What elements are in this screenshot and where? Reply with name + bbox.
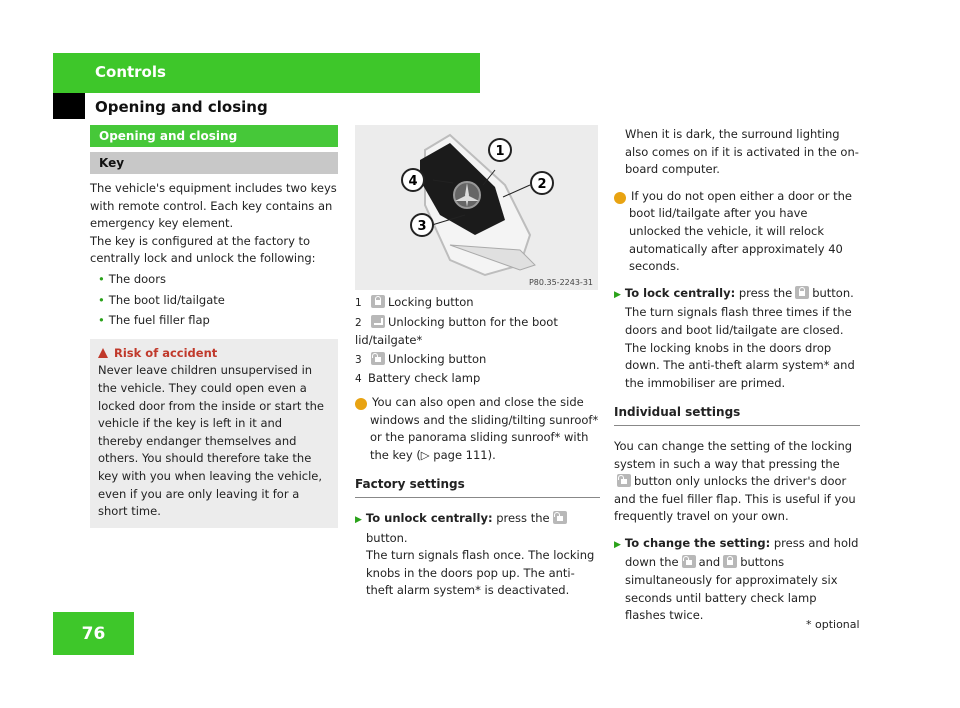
legend-item: 2 Unlocking button for the boot lid/tailgate* bbox=[355, 314, 558, 348]
unlock-icon bbox=[682, 555, 696, 568]
paragraph: You can change the setting of the locking system in such a way that pressing the button only unlocks the driver's door and the fuel filler flap. This is useful if you frequently travel on your own. bbox=[614, 438, 856, 524]
legend-item: 3 Unlocking button bbox=[355, 351, 487, 366]
warning-text: Never leave children unsupervised in the vehicle. They could open even a locked door from the inside or start the vehicle if the key is left in it and thereby endanger themselves and others. You should therefore take the key with you when leaving the vehicle, even if you are only leaving it for a short time. bbox=[98, 363, 324, 519]
section-title: Factory settings bbox=[355, 476, 600, 498]
list-item: • The doors bbox=[90, 271, 338, 289]
column-2 bbox=[351, 294, 600, 600]
callout-3: 3 bbox=[417, 219, 427, 234]
instruction-step: ▶ To lock centrally: press the button. bbox=[614, 285, 854, 300]
warning-box bbox=[90, 339, 338, 528]
info-icon: i bbox=[614, 192, 626, 204]
info-icon: i bbox=[355, 398, 367, 410]
warning-icon bbox=[98, 348, 108, 358]
warning-title: Risk of accident bbox=[114, 345, 218, 360]
list-item: • The fuel filler flap bbox=[90, 312, 338, 330]
header-marker bbox=[53, 93, 85, 119]
section-bar: Opening and closing bbox=[90, 125, 338, 147]
trunk-icon bbox=[371, 315, 385, 328]
page-number: 76 bbox=[53, 612, 134, 655]
paragraph: The vehicle's equipment includes two keys with remote control. Each key contains an emergency key element. bbox=[90, 181, 337, 231]
chapter-title: Controls bbox=[95, 63, 166, 81]
unlock-icon bbox=[617, 474, 631, 487]
chapter-tab bbox=[53, 53, 480, 93]
key-illustration bbox=[355, 125, 598, 290]
info-note: i If you do not open either a door or the boot lid/tailgate after you have unlocked the vehicle, it will relock automatically after approximately 40 seconds. bbox=[610, 188, 852, 274]
section-title: Individual settings bbox=[614, 404, 860, 426]
paragraph: The key is configured at the factory to centrally lock and unlock the following: bbox=[90, 233, 316, 266]
legend-item: 4 Battery check lamp bbox=[355, 371, 481, 386]
unlock-icon bbox=[553, 511, 567, 524]
lock-icon bbox=[795, 286, 809, 299]
instruction-step: ▶ To unlock centrally: press thebutton. bbox=[355, 510, 600, 547]
column-3 bbox=[610, 126, 860, 625]
list-item: • The boot lid/tailgate bbox=[90, 292, 338, 310]
callout-2: 2 bbox=[537, 177, 547, 192]
paragraph: When it is dark, the surround lighting also comes on if it is activated in the on-board computer. bbox=[625, 127, 859, 177]
lock-icon bbox=[723, 555, 737, 568]
step-detail: The turn signals flash three times if the doors and boot lid/tailgate are closed. The locking knobs in the doors drop down. The anti-theft alarm system* and the immobiliser are primed. bbox=[625, 305, 855, 390]
arrow-icon: ▶ bbox=[614, 539, 621, 550]
arrow-icon: ▶ bbox=[355, 514, 362, 525]
column-1 bbox=[90, 125, 338, 528]
arrow-icon: ▶ bbox=[614, 289, 621, 300]
step-detail: The turn signals flash once. The locking knobs in the doors pop up. The anti-theft alarm system* is deactivated. bbox=[366, 548, 595, 598]
callout-1: 1 bbox=[495, 144, 505, 159]
instruction-step: ▶ To change the setting: press and hold down the and buttons simultaneously for approximately six seconds until battery check lamp flashes twice. bbox=[614, 535, 859, 623]
image-code: P80.35-2243-31 bbox=[528, 278, 593, 287]
lock-icon bbox=[371, 295, 385, 308]
info-note: i You can also open and close the side windows and the sliding/tilting sunroof* or the panorama sliding sunroof* with the key (▷ page 111). bbox=[351, 394, 599, 462]
subsection-bar: Key bbox=[90, 152, 338, 174]
unlock-icon bbox=[371, 352, 385, 365]
footnote: * optional bbox=[806, 618, 860, 631]
key-drawing bbox=[355, 125, 598, 290]
legend-item: 1 Locking button bbox=[355, 295, 474, 309]
callout-4: 4 bbox=[408, 174, 418, 189]
section-header: Opening and closing bbox=[95, 98, 268, 116]
